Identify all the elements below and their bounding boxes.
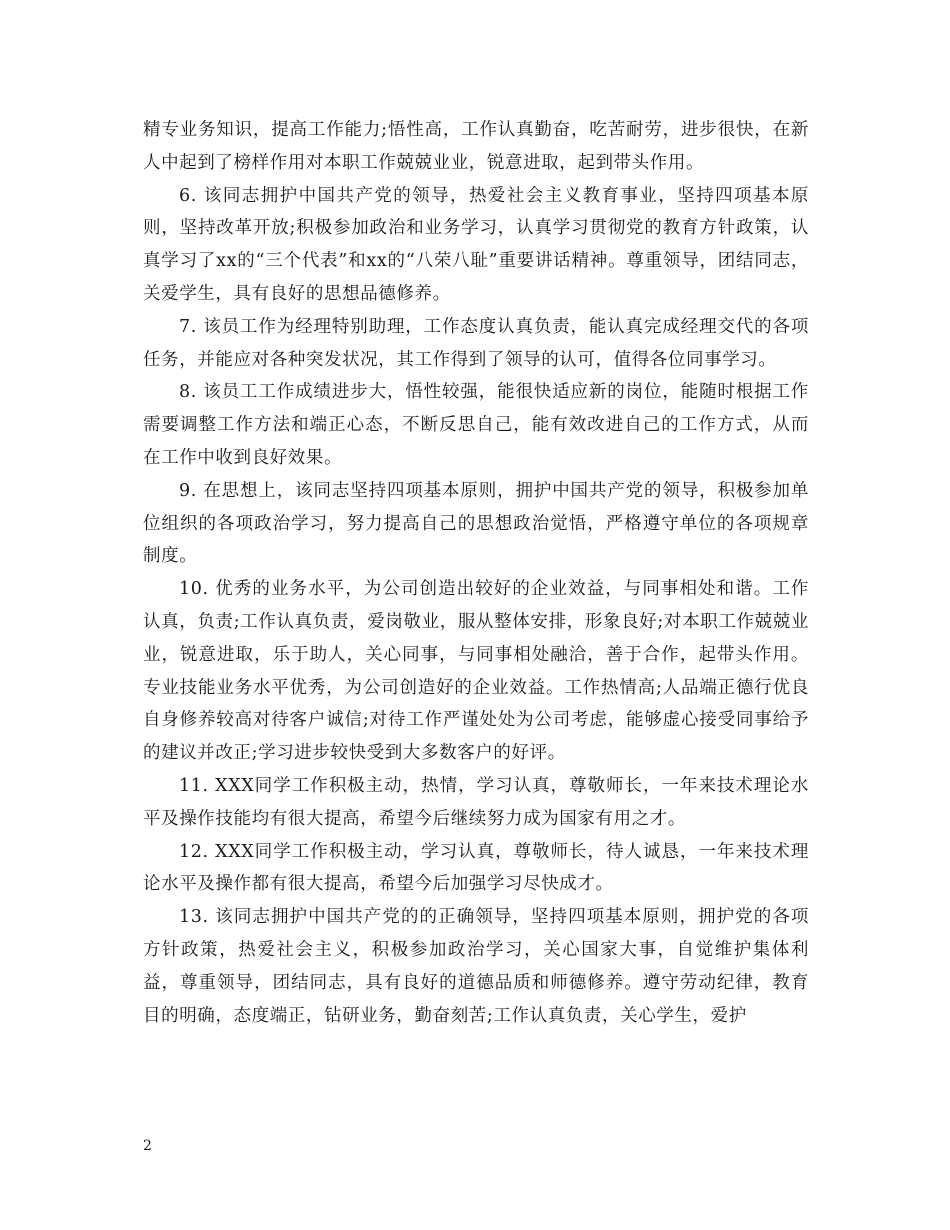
paragraph-item-7: 7. 该员工作为经理特别助理，工作态度认真负责，能认真完成经理交代的各项任务，并能应对各种突发状况，其工作得到了领导的认可，值得各位同事学习。 (143, 316, 809, 370)
page-number: 2 (143, 1138, 152, 1154)
paragraph-item-9: 9. 在思想上，该同志坚持四项基本原则，拥护中国共产党的领导，积极参加单位组织的各项政治学习，努力提高自己的思想政治觉悟，严格遵守单位的各项规章制度。 (143, 480, 809, 567)
paragraph-item-13: 13. 该同志拥护中国共产党的的正确领导，坚持四项基本原则，拥护党的各项方针政策，热爱社会主义，积极参加政治学习，关心国家大事，自觉维护集体利益，尊重领导，团结同志，具有良好的道德品质和师德修养。遵守劳动纪律，教育目的明确，态度端正，钻研业务，勤奋刻苦;工作认真负责，关心学生，爱护 (143, 907, 809, 1026)
paragraph-item-11: 11. XXX同学工作积极主动，热情，学习认真，尊敬师长，一年来技术理论水平及操作技能均有很大提高，希望今后继续努力成为国家有用之才。 (143, 775, 809, 829)
document-body (143, 114, 809, 1032)
paragraph-item-8: 8. 该员工工作成绩进步大，悟性较强，能很快适应新的岗位，能随时根据工作需要调整工作方法和端正心态，不断反思自己，能有效改进自己的工作方式，从而在工作中收到良好效果。 (143, 382, 809, 468)
paragraph-item-12: 12. XXX同学工作积极主动，学习认真，尊敬师长，待人诚恳，一年来技术理论水平及操作都有很大提高，希望今后加强学习尽快成才。 (143, 841, 809, 895)
paragraph-item-10: 10. 优秀的业务水平，为公司创造出较好的企业效益，与同事相处和谐。工作认真，负责;工作认真负责，爱岗敬业，服从整体安排，形象良好;对本职工作兢兢业业，锐意进取，乐于助人，关心同事，与同事相处融洽，善于合作，起带头作用。专业技能业务水平优秀，为公司创造好的企业效益。工作热情高;人品端正德行优良自身修养较高对待客户诚信;对待工作严谨处处为公司考虑，能够虚心接受同事给予的建议并改正;学习进步较快受到大多数客户的好评。 (143, 579, 809, 764)
paragraph-item-6: 6. 该同志拥护中国共产党的领导，热爱社会主义教育事业，坚持四项基本原则，坚持改革开放;积极参加政治和业务学习，认真学习贯彻党的教育方针政策，认真学习了xx的“三个代表”和xx的“八荣八耻”重要讲话精神。尊重领导，团结同志，关爱学生，具有良好的思想品德修养。 (143, 185, 809, 304)
paragraph-continuation: 精专业务知识，提高工作能力;悟性高，工作认真勤奋，吃苦耐劳，进步很快，在新人中起到了榜样作用对本职工作兢兢业业，锐意进取，起到带头作用。 (143, 120, 809, 173)
